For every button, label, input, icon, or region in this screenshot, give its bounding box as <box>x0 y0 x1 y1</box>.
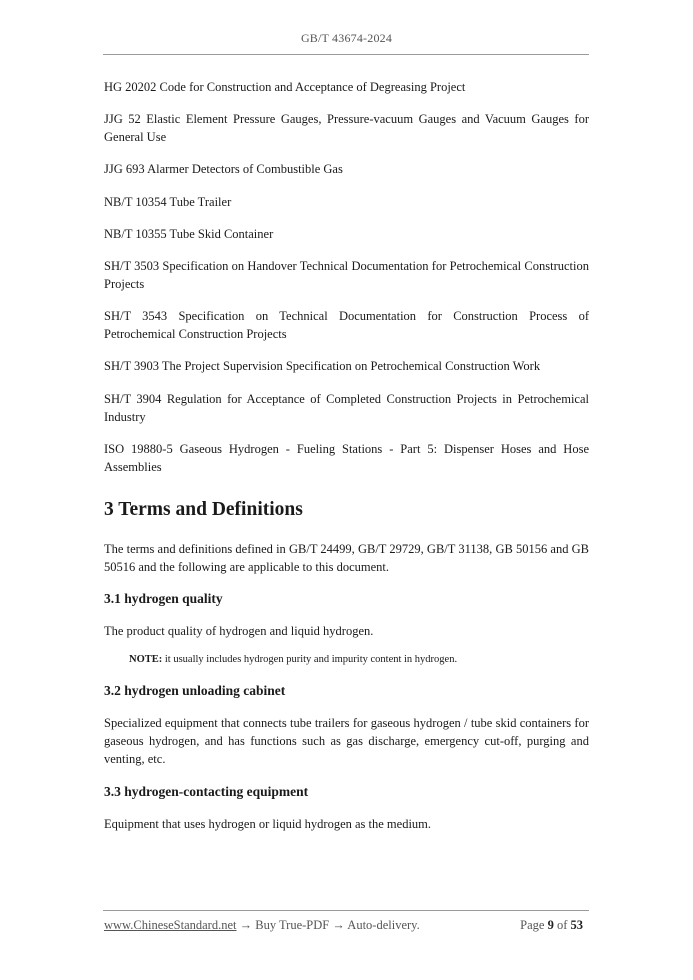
reference-item: SH/T 3904 Regulation for Acceptance of Completed Construction Projects in Petrochemical Industry <box>104 391 589 424</box>
site-link[interactable]: www.ChineseStandard.net <box>104 918 237 932</box>
page-label: Page <box>520 918 548 932</box>
note-text: it usually includes hydrogen purity and impurity content in hydrogen. <box>162 653 458 665</box>
term-definition: The product quality of hydrogen and liquid hydrogen. <box>104 623 374 638</box>
total-pages: 53 <box>570 918 583 932</box>
reference-item: SH/T 3543 Specification on Technical Documentation for Construction Process of Petrochemical Construction Projects <box>104 309 589 342</box>
arrow-right-icon: → <box>332 918 345 932</box>
term-definition: Specialized equipment that connects tube trailers for gaseous hydrogen / tube skid containers for gaseous hydrogen, and has functions such as gas discharge, emergency cut-off, purging and venting, etc. <box>104 715 589 766</box>
term-heading: 3.3 hydrogen-contacting equipment <box>104 783 309 799</box>
of-label: of <box>553 918 571 932</box>
reference-item: NB/T 10355 Tube Skid Container <box>104 226 274 241</box>
reference-item: SH/T 3503 Specification on Handover Technical Documentation for Petrochemical Construction Projects <box>104 258 589 291</box>
page-header: GB/T 43674-2024 <box>300 31 393 45</box>
header-divider <box>103 54 589 55</box>
note-label: NOTE: <box>129 653 163 665</box>
footer-divider <box>103 910 589 911</box>
term-heading: 3.1 hydrogen quality <box>104 590 223 606</box>
term-heading: 3.2 hydrogen unloading cabinet <box>104 682 286 698</box>
reference-item: HG 20202 Code for Construction and Acceptance of Degreasing Project <box>104 80 466 94</box>
reference-item: SH/T 3903 The Project Supervision Specification on Petrochemical Construction Work <box>104 359 541 374</box>
section-title: 3 Terms and Definitions <box>104 498 303 520</box>
current-page: 9 <box>547 918 554 932</box>
arrow-right-icon: → <box>239 918 253 932</box>
buy-true-pdf-text: Buy True-PDF <box>252 918 333 932</box>
reference-item: ISO 19880-5 Gaseous Hydrogen - Fueling Stations - Part 5: Dispenser Hoses and Hose Assemblies <box>104 441 589 474</box>
term-note <box>129 653 589 667</box>
page-number-indicator <box>520 918 583 933</box>
reference-item: NB/T 10354 Tube Trailer <box>104 194 232 209</box>
section-intro: The terms and definitions defined in GB/T 24499, GB/T 29729, GB/T 31138, GB 50156 and GB 50516 and the following are applicable to this document. <box>104 541 589 574</box>
normative-references-list <box>104 78 589 476</box>
term-definition: Equipment that uses hydrogen or liquid hydrogen as the medium. <box>104 816 432 831</box>
reference-item: JJG 693 Alarmer Detectors of Combustible Gas <box>104 162 343 177</box>
auto-delivery-text: Auto-delivery. <box>344 918 420 932</box>
page-content <box>104 78 589 833</box>
reference-item: JJG 52 Elastic Element Pressure Gauges, Pressure-vacuum Gauges and Vacuum Gauges for General Use <box>104 112 589 145</box>
footer-promo <box>104 918 420 933</box>
